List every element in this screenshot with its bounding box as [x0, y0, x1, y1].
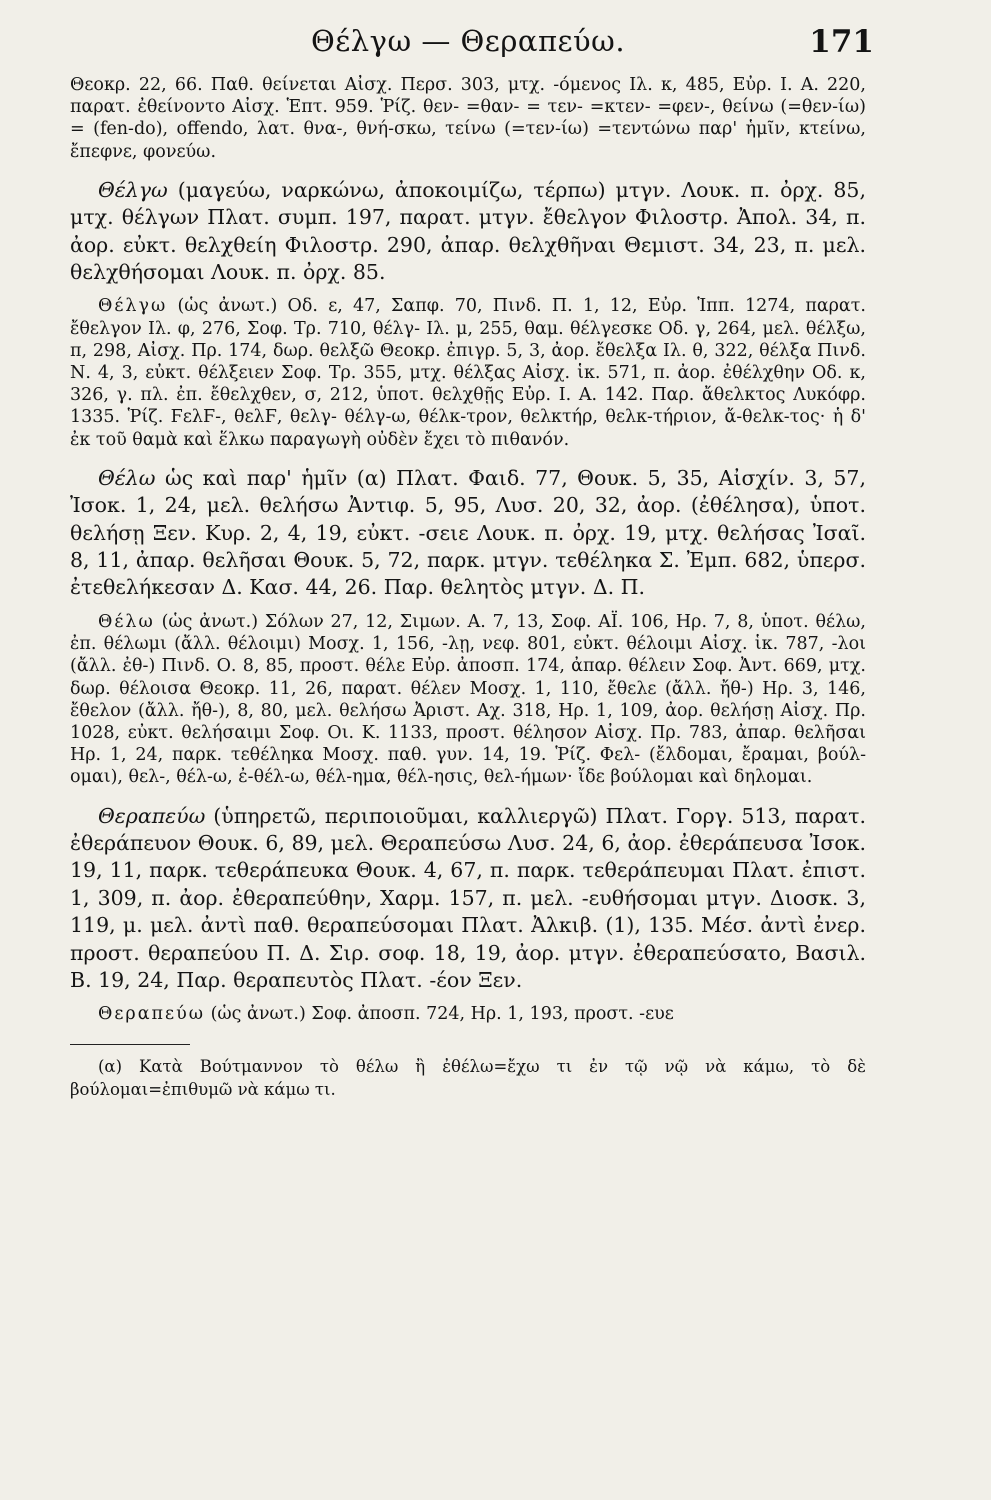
- headword: Θεραπεύω: [98, 1004, 205, 1025]
- entry-thelo-poetic: [70, 611, 866, 789]
- headword: Θέλγω: [98, 296, 168, 317]
- headword: Θεραπεύω: [98, 803, 206, 828]
- entry-text: Θεοκρ. 22, 66. Παθ. θείνεται Αἰσχ. Περσ. 303, μτχ. -όμενος Ιλ. κ, 485, Εὐρ. Ι. Α. 220, παρατ. ἐθείνοντο Αἰσχ. Ἑπτ. 959. Ῥίζ. θεν- =θαν- = τεν- =κτεν- =φεν-, θείνω (=θεν-ίω) = (fen-do), offendo, λατ. θνα-, θνή-σκω, τείνω (=τεν-ίω) =τεντώνω παρ' ἡμῖν, κτείνω, ἔπεφνε, φονεύω.: [70, 75, 866, 162]
- footnote: (α) Κατὰ Βούτμαννον τὸ θέλω ἢ ἐθέλω=ἔχω τι ἐν τῷ νῷ νὰ κάμω, τὸ δὲ βούλομαι=ἐπιθυμῶ νὰ κάμω τι.: [70, 1056, 866, 1099]
- dictionary-page: [70, 14, 874, 1486]
- entry-text: (ὡς ἀνωτ.) Οδ. ε, 47, Σαπφ. 70, Πινδ. Π. 1, 12, Εὐρ. Ἱππ. 1274, παρατ. ἔθελγον Ιλ. φ, 276, Σοφ. Τρ. 710, θέλγ- Ιλ. μ, 255, θαμ. θέλγεσκε Οδ. γ, 264, μελ. θέλξω, π, 298, Αἰσχ. Πρ. 174, δωρ. θελξῶ Θεοκρ. ἐπιγρ. 5, 3, ἀορ. ἔθελξα Ιλ. θ, 322, θέλξα Πινδ. Ν. 4, 3, εὐκτ. θέλξειεν Σοφ. Τρ. 355, μτχ. θέλξας Αἰσχ. ἱκ. 571, π. ἀορ. ἐθέλχθην Οδ. κ, 326, γ. πλ. ἐπ. ἔθελχθεν, σ, 212, ὑποτ. θελχθῇς Εὐρ. Ι. Α. 142. Παρ. ἄθελκτος Λυκόφρ. 1335. Ῥίζ. ϜελϜ-, θελϜ, θελγ- θέλγ-ω, θέλκ-τρον, θελκτήρ, θελκ-τήριον, ἄ-θελκ-τος· ἡ δ' ἐκ τοῦ θαμὰ καὶ ἕλκω παραγωγὴ οὐδὲν ἔχει τὸ πιθανόν.: [70, 296, 866, 450]
- entry-therapeuo-prose: [70, 803, 866, 995]
- entry-text: ὡς καὶ παρ' ἡμῖν (α) Πλατ. Φαιδ. 77, Θουκ. 5, 35, Αἰσχίν. 3, 57, Ἰσοκ. 1, 24, μελ. θελήσω Ἀντιφ. 5, 95, Λυσ. 20, 32, ἀορ. (ἐθέλησα), ὑποτ. θελήσῃ Ξεν. Κυρ. 2, 4, 19, εὐκτ. -σειε Λουκ. π. ὀρχ. 19, μτχ. θελήσας Ἰσαῖ. 8, 11, ἀπαρ. θελῆσαι Θουκ. 5, 72, παρκ. μτγν. τεθέληκα Σ. Ἐμπ. 682, ὑπερσ. ἐτεθελήκεσαν Δ. Κασ. 44, 26. Παρ. θελητὸς μτγν. Δ. Π.: [70, 465, 866, 600]
- entry-text: (ὡς ἀνωτ.) Σόλων 27, 12, Σιμων. Α. 7, 13, Σοφ. ΑΪ. 106, Ηρ. 7, 8, ὑποτ. θέλω, ἐπ. θέλωμι (ἄλλ. θέλοιμι) Μοσχ. 1, 156, -λῃ, νεφ. 801, εὐκτ. θέλοιμι Αἰσχ. ἱκ. 787, -λοι (ἄλλ. ἐθ-) Πινδ. Ο. 8, 85, προστ. θέλε Εὐρ. ἀποσπ. 174, ἀπαρ. θέλειν Σοφ. Ἀντ. 669, μτχ. δωρ. θέλοισα Θεοκρ. 11, 26, παρατ. θέλεν Μοσχ. 1, 110, ἔθελε (ἄλλ. ἤθ-) Ηρ. 3, 146, ἔθελον (ἄλλ. ἤθ-), 8, 80, μελ. θελήσω Ἀριστ. Αχ. 318, Ηρ. 1, 109, ἀορ. θελήσῃ Αἰσχ. Πρ. 1028, εὐκτ. θελήσαιμι Σοφ. Οι. Κ. 1133, προστ. θέλησον Αἰσχ. Πρ. 783, ἀπαρ. θελῆσαι Ηρ. 1, 24, παρκ. τεθέληκα Μοσχ. παθ. γυν. 14, 19. Ῥίζ. Φελ- (ἔλδομαι, ἔραμαι, βούλ-ομαι), θελ-, θέλ-ω, ἐ-θέλ-ω, θέλ-ημα, θέλ-ησις, θελ-ήμων· ἴδε βούλομαι καὶ δηλομαι.: [70, 611, 866, 788]
- page-header: [70, 14, 874, 74]
- headword: Θέλω: [98, 611, 155, 632]
- running-head: Θέλγω — Θεραπεύω.: [310, 24, 626, 58]
- page-number: 171: [809, 24, 874, 60]
- entry-text: (ὡς ἀνωτ.) Σοφ. ἀποσπ. 724, Ηρ. 1, 193, προστ. -ευε: [205, 1004, 674, 1025]
- entry-continuation: [70, 74, 866, 163]
- entry-text: (ὑπηρετῶ, περιποιοῦμαι, καλλιεργῶ) Πλατ. Γοργ. 513, παρατ. ἐθεράπευον Θουκ. 6, 89, μελ. Θεραπεύσω Λυσ. 24, 6, ἀορ. ἐθεράπευσα Ἰσοκ. 19, 11, παρκ. τεθεράπευκα Θουκ. 4, 67, π. παρκ. τεθεράπευμαι Πλατ. ἐπιστ. 1, 309, π. ἀορ. ἐθεραπεύθην, Χαρμ. 157, π. μελ. -ευθήσομαι μτγν. Διοσκ. 3, 119, μ. μελ. ἀντὶ παθ. θεραπεύσομαι Πλατ. Ἀλκιβ. (1), 135. Μέσ. ἀντὶ ἐνερ. προστ. θεραπεύου Π. Δ. Σιρ. σοφ. 18, 19, ἀορ. μτγν. ἐθεραπεύσατο, Βασιλ. Β. 19, 24, Παρ. θεραπευτὸς Πλατ. -έον Ξεν.: [70, 803, 866, 992]
- entry-thelo-prose: [70, 465, 866, 602]
- footnote-divider: [70, 1044, 190, 1045]
- entry-thelgo-prose: [70, 177, 866, 287]
- entry-therapeuo-poetic: [70, 1003, 866, 1025]
- headword: Θέλω: [98, 465, 156, 490]
- entry-thelgo-poetic: [70, 295, 866, 450]
- headword: Θέλγω: [98, 177, 168, 202]
- entry-text: (μαγεύω, ναρκώνω, ἀποκοιμίζω, τέρπω) μτγν. Λουκ. π. ὀρχ. 85, μτχ. θέλγων Πλατ. συμπ. 197, παρατ. μτγν. ἔθελγον Φιλοστρ. Ἀπολ. 34, π. ἀορ. εὐκτ. θελχθείη Φιλοστρ. 290, ἀπαρ. θελχθῆναι Θεμιστ. 34, 23, π. μελ. θελχθήσομαι Λουκ. π. ὀρχ. 85.: [70, 177, 866, 285]
